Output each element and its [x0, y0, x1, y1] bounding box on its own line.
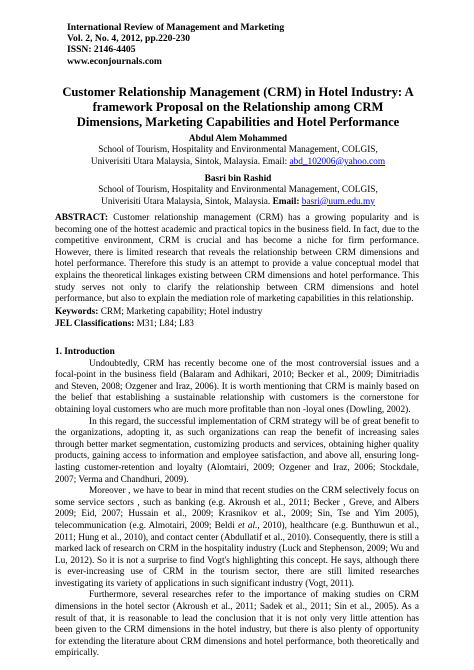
author-name: Abdul Alem Mohammed — [188, 134, 288, 144]
jel-label: JEL Classifications: — [55, 318, 135, 329]
intro-paragraph-3-a: Moreover , we have to bear in mind that recent studies on the CRM selectively focus on some service sectors , such as banking (e.g. Akroush et al., 2011; Becker , Greve, and Albers 2009; Eid, 2007; Hussain et al., 2009; Krasnikov et al., 2009; Sin, Tse and Yim 2005), telecommunication (e.g. Almotairi, 2009; Beldi — [55, 486, 419, 531]
author-address-text: Univerisiti Utara Malaysia, Sintok, Malaysia. Email: — [90, 156, 290, 167]
journal-name: International Review of Management and Marketing — [67, 22, 285, 33]
intro-paragraph-3-b: , 2010), healthcare (e.g. Bunthuwun et al., 2011; Hung et al., 2010), and contact center (Abdullatif et al., 2010). Consequently, there is still a marked lack of research on CRM in the hospitality industry (Luck and Stephenson, 2009; Wu and Lu, 2012). So it is not a surprise to find Vogt's highlighting this concept. He says, although there is ever-increasing use of CRM in the tourism sector, there are still limited researches investigating its variety of applications in such significant industry (Vogt, 2011). — [55, 520, 420, 589]
journal-website: www.econjournals.com — [67, 55, 162, 67]
intro-paragraph-3 — [55, 486, 419, 590]
keywords-text: CRM; Marketing capability; Hotel industry — [98, 307, 263, 317]
author-block-1 — [60, 134, 416, 168]
jel-text: M31; L84; L83 — [134, 318, 194, 329]
abstract-label: ABSTRACT: — [55, 213, 109, 223]
intro-paragraph-4: Furthermore, several researches refer to the importance of making studies on CRM dimensions in the hotel sector (Akroush et al., 2011; Sadek et al., 2011; Sin et al., 2005). As a result of that, it is reasonable to lead the conclusion that it is not only very little attention has been given to the CRM dimensions in the hotel industry, but there is also plenty of opportunity for extending the literature about CRM dimensions and hotel performance, both theoretically and empirically. — [55, 590, 419, 659]
section-heading: 1. Introduction — [55, 347, 115, 357]
author-block-2 — [60, 174, 416, 208]
intro-paragraph-1: Undoubtedly, CRM has recently become one of the most controversial issues and a focal-point in the business field (Balaram and Adhikari, 2010; Becker et al., 2009; Dimitriadis and Steven, 2008; Ozgener and Iraz, 2006). It is worth mentioning that CRM is mainly based on the belief that establishing a sustainable relationship with customers is the cornerstone for obtaining loyal customers who are much more profitable than non -loyal ones (Dowling, 2002). — [55, 358, 419, 415]
author-email-link[interactable]: basri@uum.edu.my — [301, 196, 375, 207]
journal-header — [67, 22, 284, 67]
abstract-text: Customer relationship management (CRM) has a growing popularity and is becoming one of the hottest academic and practical topics in the business field. In fact, due to the competitive environment, CRM is crucial and has become a niche for firm performance. However, there is limited research that reveals the relationship between CRM dimensions and hotel performance. Therefore this study is an attempt to provide a value conceptual model that explains the theoretical linkages existing between CRM dimensions and hotel performance. This study serves not only to clarify the relationship between CRM dimensions and hotel performance, but also to explain the mediation role of marketing capabilities in this relationship. — [55, 213, 419, 305]
abstract — [55, 213, 419, 306]
introduction-section — [55, 347, 419, 660]
intro-paragraph-3-em: et al. — [237, 520, 258, 531]
author-address — [60, 197, 416, 208]
author-affiliation: School of Tourism, Hospitality and Environmental Management, COLGIS, — [98, 185, 378, 196]
journal-issn: ISSN: 2146-4405 — [67, 44, 136, 56]
keywords-label: Keywords: — [55, 307, 99, 317]
keywords-block — [55, 307, 419, 330]
intro-paragraph-2: In this regard, the successful implementation of CRM strategy will be of great benefit to the organizations, adopting it, as such organizations can reap the benefit of increasing sales through better market segmentation, customizing products and services, obtaining higher quality products, gaining access to information and employee satisfaction, and above all, ensuring long-lasting customer-retention and loyalty (Alomtairi, 2009; Ozgener and Iraz, 2006; Stockdale, 2007; Verma and Chandhuri, 2009). — [55, 416, 419, 485]
author-email-label: Email: — [272, 196, 300, 207]
author-address-text: Univerisiti Utara Malaysia, Sintok, Malaysia. — [101, 196, 273, 207]
author-email-link[interactable]: abd_102006@yahoo.com — [289, 156, 386, 167]
paper-title: Customer Relationship Management (CRM) in Hotel Industry: A framework Proposal on the Relationship among CRM Dimensions, Marketing Capabilities and Hotel Performance — [62, 85, 414, 129]
author-affiliation: School of Tourism, Hospitality and Environmental Management, COLGIS, — [98, 145, 378, 156]
journal-volume: Vol. 2, No. 4, 2012, pp.220-230 — [67, 33, 191, 45]
author-address — [60, 157, 416, 168]
author-name: Basri bin Rashid — [204, 174, 272, 184]
